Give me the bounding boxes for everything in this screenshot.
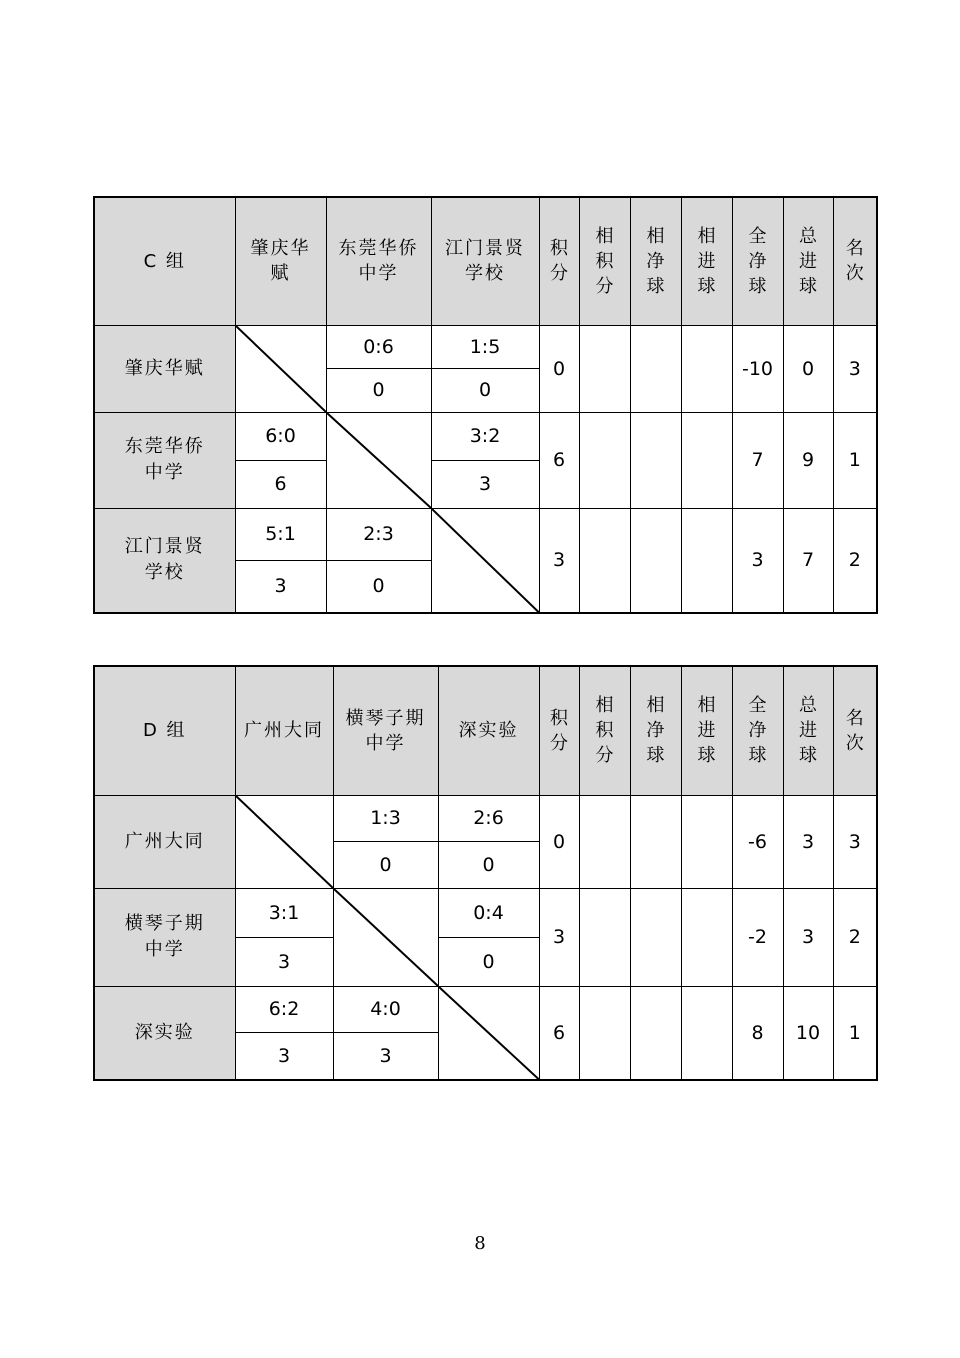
col-header-xiangjinqiu: 相进球 <box>681 666 732 795</box>
quanjingqiu-value: 3 <box>732 508 783 613</box>
quanjingqiu-value: 7 <box>732 412 783 508</box>
xiangjinqiu-value <box>681 508 732 613</box>
quanjingqiu-value: 8 <box>732 986 783 1080</box>
table-row <box>94 888 877 986</box>
zongjinqiu-value: 10 <box>783 986 833 1080</box>
xiangjifen-value <box>579 508 630 613</box>
quanjingqiu-value: -10 <box>732 325 783 412</box>
self-match-cell <box>235 795 333 888</box>
quanjingqiu-value: -6 <box>732 795 783 888</box>
xiangjifen-value <box>579 795 630 888</box>
team-header: 肇庆华赋 <box>235 197 326 325</box>
col-header-xiangjingqiu: 相净球 <box>630 666 681 795</box>
zongjinqiu-value: 0 <box>783 325 833 412</box>
row-team-name: 东莞华侨中学 <box>94 412 235 508</box>
table-row <box>94 795 877 888</box>
team-header: 深实验 <box>438 666 539 795</box>
team-header: 江门景贤学校 <box>431 197 539 325</box>
match-points: 3 <box>277 950 291 973</box>
match-score: 6:0 <box>236 413 326 461</box>
match-cell <box>431 412 539 508</box>
col-header-jifen: 积分 <box>539 197 579 325</box>
match-points: 3 <box>379 1045 392 1068</box>
jifen-value: 3 <box>539 888 579 986</box>
mingci-value: 2 <box>833 508 877 613</box>
xiangjinqiu-value <box>681 795 732 888</box>
jifen-value: 6 <box>539 986 579 1080</box>
match-cell <box>333 795 438 888</box>
col-header-xiangjifen: 相积分 <box>579 197 630 325</box>
match-points: 3 <box>478 473 492 495</box>
col-header-xiangjinqiu: 相进球 <box>681 197 732 325</box>
match-cell <box>438 888 539 986</box>
match-score: 0:6 <box>327 326 431 370</box>
match-score: 2:6 <box>439 796 539 843</box>
xiangjingqiu-value <box>630 508 681 613</box>
xiangjingqiu-value <box>630 325 681 412</box>
page-number: 8 <box>474 1233 486 1254</box>
xiangjingqiu-value <box>630 795 681 888</box>
row-team-name: 肇庆华赋 <box>94 325 235 412</box>
match-points: 3 <box>277 1045 291 1068</box>
group-c-corner: C 组 <box>94 197 235 325</box>
quanjingqiu-value: -2 <box>732 888 783 986</box>
xiangjingqiu-value <box>630 986 681 1080</box>
col-header-quanjingqiu: 全净球 <box>732 197 783 325</box>
match-points: 0 <box>372 379 385 402</box>
match-cell <box>235 412 326 508</box>
group-c-table <box>93 196 878 614</box>
match-cell <box>431 325 539 412</box>
group-d-corner: D 组 <box>94 666 235 795</box>
match-score: 3:2 <box>432 413 539 461</box>
col-header-mingci: 名次 <box>833 197 877 325</box>
match-cell <box>333 986 438 1080</box>
col-header-jifen: 积分 <box>539 666 579 795</box>
match-points: 0 <box>379 853 392 876</box>
match-cell <box>235 508 326 613</box>
match-points: 0 <box>482 950 495 973</box>
zongjinqiu-value: 3 <box>783 888 833 986</box>
match-points: 6 <box>274 473 287 495</box>
col-header-mingci: 名次 <box>833 666 877 795</box>
table-row <box>94 412 877 508</box>
xiangjingqiu-value <box>630 888 681 986</box>
match-score: 1:3 <box>334 796 438 843</box>
xiangjifen-value <box>579 888 630 986</box>
col-header-zongjinqiu: 总进球 <box>783 666 833 795</box>
xiangjifen-value <box>579 325 630 412</box>
xiangjinqiu-value <box>681 986 732 1080</box>
match-cell <box>326 325 431 412</box>
match-cell <box>235 986 333 1080</box>
xiangjinqiu-value <box>681 412 732 508</box>
jifen-value: 3 <box>539 508 579 613</box>
match-score: 5:1 <box>236 509 326 561</box>
self-match-cell <box>431 508 539 613</box>
table-row <box>94 508 877 613</box>
team-header: 东莞华侨中学 <box>326 197 431 325</box>
match-score: 3:1 <box>236 889 333 938</box>
row-team-name: 深实验 <box>94 986 235 1080</box>
mingci-value: 1 <box>833 412 877 508</box>
match-score: 0:4 <box>439 889 539 938</box>
col-header-xiangjingqiu: 相净球 <box>630 197 681 325</box>
zongjinqiu-value: 3 <box>783 795 833 888</box>
xiangjinqiu-value <box>681 325 732 412</box>
table-row <box>94 986 877 1080</box>
row-team-name: 横琴子期中学 <box>94 888 235 986</box>
match-cell <box>438 795 539 888</box>
row-team-name: 江门景贤学校 <box>94 508 235 613</box>
team-header: 广州大同 <box>235 666 333 795</box>
self-match-cell <box>333 888 438 986</box>
match-points: 3 <box>274 575 287 598</box>
jifen-value: 0 <box>539 325 579 412</box>
mingci-value: 1 <box>833 986 877 1080</box>
col-header-quanjingqiu: 全净球 <box>732 666 783 795</box>
match-points: 0 <box>372 575 385 598</box>
mingci-value: 3 <box>833 795 877 888</box>
self-match-cell <box>438 986 539 1080</box>
match-cell <box>235 888 333 986</box>
match-cell <box>326 508 431 613</box>
jifen-value: 0 <box>539 795 579 888</box>
jifen-value: 6 <box>539 412 579 508</box>
match-score: 2:3 <box>327 509 431 561</box>
match-score: 6:2 <box>236 987 333 1034</box>
table-row <box>94 325 877 412</box>
zongjinqiu-value: 7 <box>783 508 833 613</box>
match-points: 0 <box>482 853 495 876</box>
match-points: 0 <box>478 379 492 402</box>
group-d-table <box>93 665 878 1081</box>
zongjinqiu-value: 9 <box>783 412 833 508</box>
self-match-cell <box>326 412 431 508</box>
match-score: 4:0 <box>334 987 438 1034</box>
xiangjifen-value <box>579 986 630 1080</box>
match-score: 1:5 <box>432 326 539 370</box>
xiangjingqiu-value <box>630 412 681 508</box>
xiangjinqiu-value <box>681 888 732 986</box>
team-header: 横琴子期中学 <box>333 666 438 795</box>
mingci-value: 2 <box>833 888 877 986</box>
col-header-zongjinqiu: 总进球 <box>783 197 833 325</box>
row-team-name: 广州大同 <box>94 795 235 888</box>
xiangjifen-value <box>579 412 630 508</box>
col-header-xiangjifen: 相积分 <box>579 666 630 795</box>
mingci-value: 3 <box>833 325 877 412</box>
self-match-cell <box>235 325 326 412</box>
